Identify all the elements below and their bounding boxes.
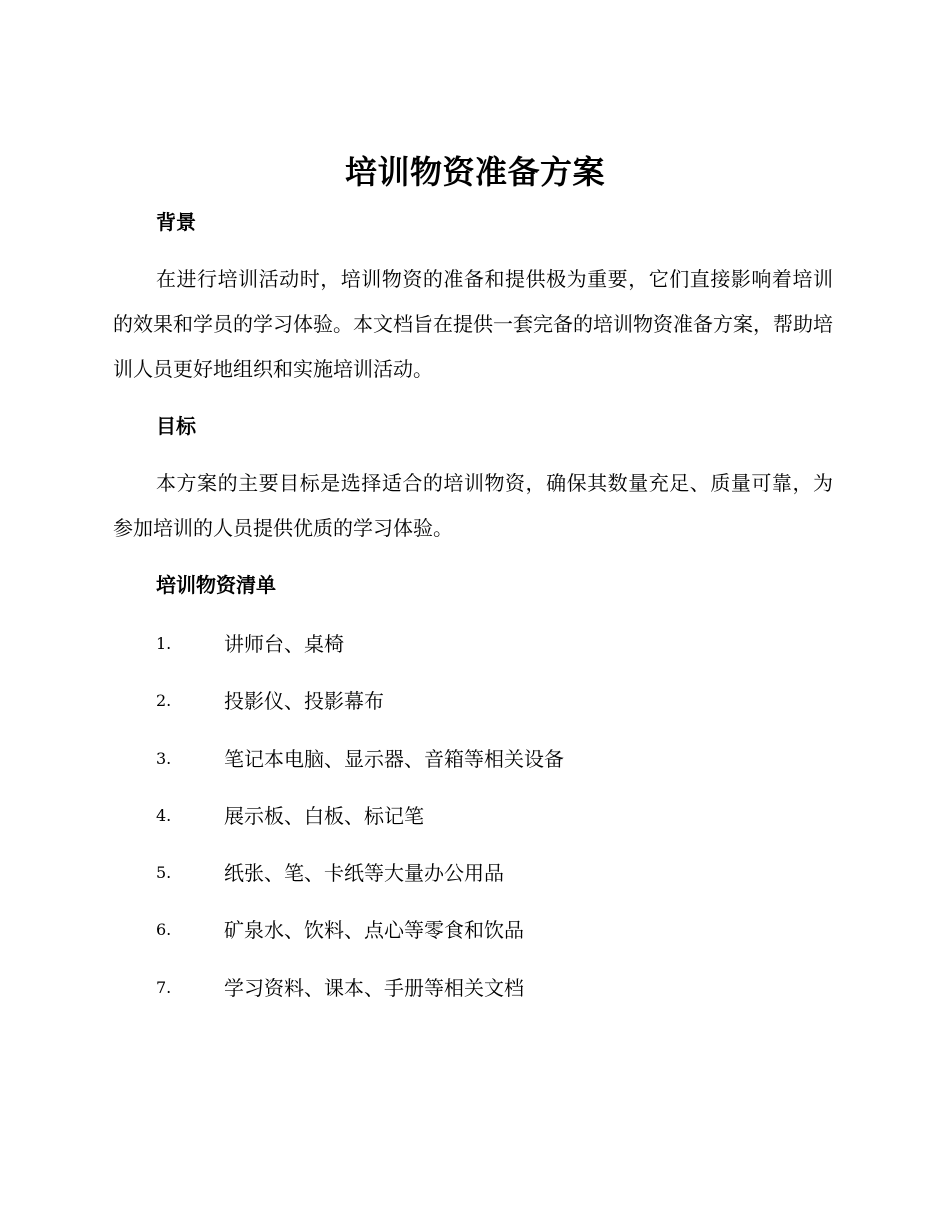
list-item-text: 纸张、笔、卡纸等大量办公用品: [224, 861, 504, 886]
list-item-number: 7.: [156, 977, 172, 997]
list-item-text: 展示板、白板、标记笔: [224, 803, 424, 828]
list-item: [156, 683, 564, 740]
document-title: 培训物资准备方案: [344, 153, 605, 191]
list-item: [156, 626, 564, 683]
goal-paragraph: 本方案的主要目标是选择适合的培训物资，确保其数量充足、质量可靠，为参加培训的人员提供优质的学习体验。: [113, 471, 833, 540]
list-item-text: 笔记本电脑、显示器、音箱等相关设备: [224, 746, 564, 771]
goal-heading: 目标: [156, 414, 196, 438]
list-item-number: 1.: [156, 634, 172, 653]
list-item: [156, 855, 564, 912]
materials-list: [156, 626, 564, 1027]
list-item-number: 3.: [156, 748, 172, 768]
list-item-number: 2.: [156, 691, 172, 711]
list-item-number: 5.: [156, 863, 172, 883]
list-item-text: 投影仪、投影幕布: [224, 689, 384, 714]
list-item: [156, 798, 564, 855]
list-item-text: 学习资料、课本、手册等相关文档: [224, 975, 524, 1000]
list-item-text: 讲师台、桌椅: [224, 632, 344, 656]
list-item: [156, 912, 564, 969]
list-item: [156, 970, 564, 1027]
background-paragraph: 在进行培训活动时，培训物资的准备和提供极为重要，它们直接影响着培训的效果和学员的学习体验。本文档旨在提供一套完备的培训物资准备方案，帮助培训人员更好地组织和实施培训活动。: [113, 267, 833, 381]
list-item: [156, 741, 564, 798]
list-item-number: 4.: [156, 805, 172, 825]
list-item-text: 矿泉水、饮料、点心等零食和饮品: [224, 918, 524, 943]
materials-heading: 培训物资清单: [156, 573, 276, 597]
list-item-number: 6.: [156, 920, 172, 940]
background-heading: 背景: [156, 210, 196, 234]
